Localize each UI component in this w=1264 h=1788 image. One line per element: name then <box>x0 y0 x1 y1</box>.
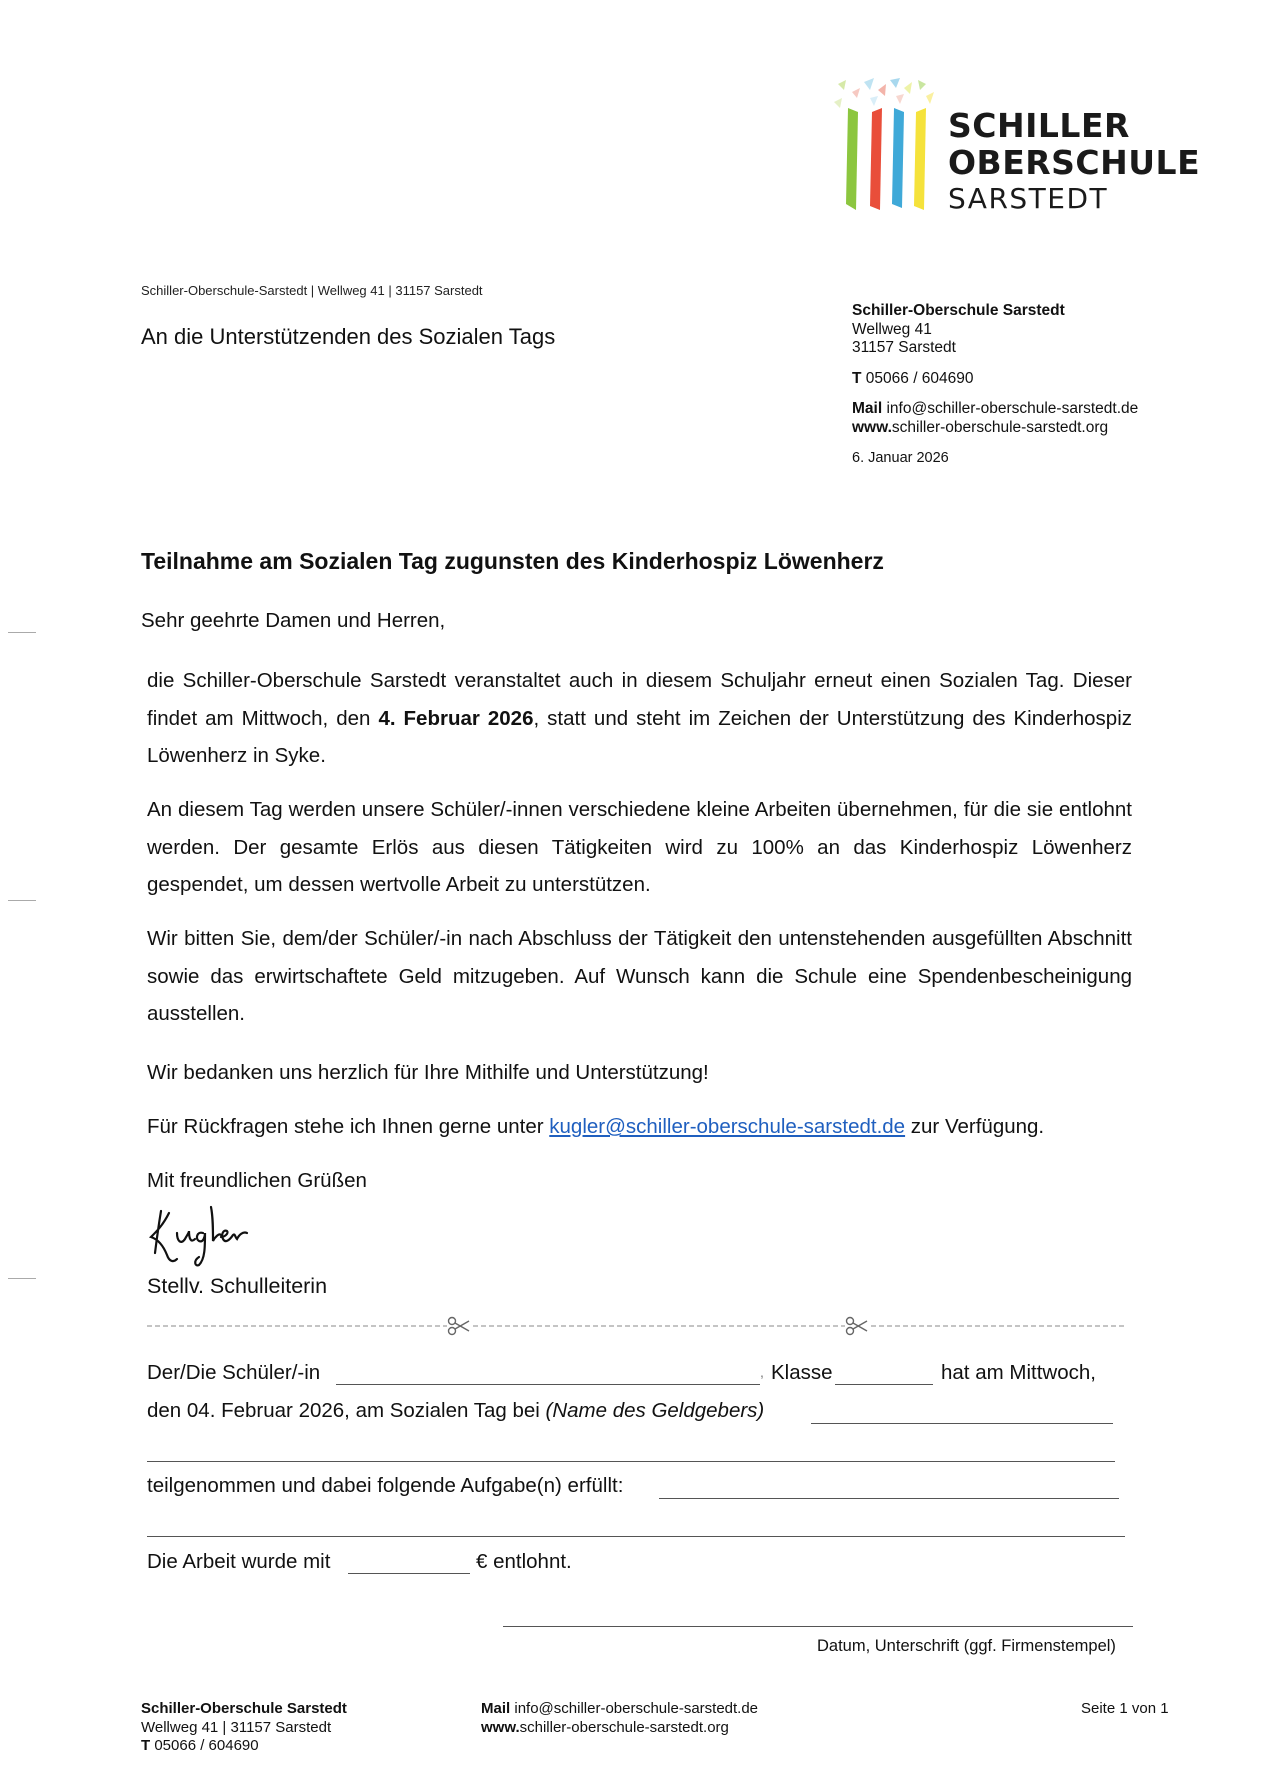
paragraph-4: Wir bedanken uns herzlich für Ihre Mithilfe und Unterstützung! <box>147 1061 709 1084</box>
info-phone <box>852 370 1182 389</box>
paragraph-3: Wir bitten Sie, dem/der Schüler/-in nach Abschluss der Tätigkeit den untenstehenden ausgefüllten Abschnitt sowie das erwirtschaftete Geld mitzugeben. Auf Wunsch kann die Schule eine Spendenbescheinigung ausstellen. <box>147 927 1132 1025</box>
form-payment-label: Die Arbeit wurde mit <box>147 1550 331 1573</box>
handwritten-signature <box>147 1203 267 1269</box>
form-student-label: Der/Die Schüler/-in <box>147 1361 321 1384</box>
phone-number: 05066 / 604690 <box>865 369 974 387</box>
paragraph-5-text-a: Für Rückfragen stehe ich Ihnen gerne unter <box>147 1115 550 1138</box>
footer-school <box>141 1700 347 1756</box>
donor-name-field[interactable] <box>811 1423 1113 1424</box>
paragraph-1-text-b: , statt und steht im Zeichen der Unterstützung des Kinderhospiz Löwenherz in Syke. <box>147 706 1133 767</box>
donor-name-field-line-2[interactable] <box>147 1461 1115 1462</box>
event-date: 4. Februar 2026 <box>378 706 534 730</box>
form-row-2-text: den 04. Februar 2026, am Sozialen Tag bei <box>147 1399 546 1422</box>
footer-phone: 05066 / 604690 <box>154 1737 259 1754</box>
info-school-name: Schiller-Oberschule Sarstedt <box>852 302 1065 319</box>
paragraph-5-text-b: zur Verfügung. <box>905 1115 1045 1138</box>
recipient: An die Unterstützenden des Sozialen Tags <box>141 324 556 349</box>
form-class-label: Klasse <box>771 1361 833 1384</box>
info-street: Wellweg 41 <box>852 320 932 338</box>
footer-phone-label: T <box>141 1737 151 1754</box>
closing: Mit freundlichen Grüßen <box>147 1169 367 1192</box>
footer-web-prefix: www. <box>481 1718 520 1736</box>
logo-line-3: SARSTEDT <box>948 182 1109 215</box>
fold-mark <box>8 632 36 633</box>
student-name-field[interactable] <box>336 1384 760 1385</box>
form-task-label: teilgenommen und dabei folgende Aufgabe(n) erfüllt: <box>147 1474 624 1497</box>
task-field-line-2[interactable] <box>147 1536 1125 1537</box>
form-date-text: hat am Mittwoch, <box>941 1361 1096 1384</box>
contact-email-link[interactable]: kugler@schiller-oberschule-sarstedt.de <box>549 1115 906 1138</box>
footer-contact <box>481 1700 758 1737</box>
footer-school-name: Schiller-Oberschule Sarstedt <box>141 1700 347 1717</box>
footer-mail-label: Mail <box>481 1700 511 1717</box>
sender-info-block <box>852 302 1182 468</box>
sender-return-address: Schiller-Oberschule-Sarstedt | Wellweg 41 | 31157 Sarstedt <box>141 283 483 298</box>
fold-mark <box>8 1278 36 1279</box>
footer-mail: info@schiller-oberschule-sarstedt.de <box>514 1700 759 1717</box>
logo-line-2: OBERSCHULE <box>948 143 1201 182</box>
scissors-icon <box>449 1318 470 1335</box>
web-prefix: www. <box>852 418 892 436</box>
form-payment-suffix: € entlohnt. <box>476 1550 572 1573</box>
paragraph-1-text-a: die Schiller-Oberschule Sarstedt veranstaltet auch in diesem Schuljahr erneut einen Sozialen Tag. Dieser findet am Mittwoch, den <box>147 669 1132 730</box>
letter-date: 6. Januar 2026 <box>852 450 949 466</box>
form-row-2 <box>147 1399 764 1423</box>
footer-web: schiller-oberschule-sarstedt.org <box>519 1718 729 1736</box>
info-web <box>852 419 1182 438</box>
paragraph-5 <box>147 1108 1132 1146</box>
web-address: schiller-oberschule-sarstedt.org <box>891 418 1109 436</box>
mail-label: Mail <box>852 400 883 417</box>
fold-mark <box>8 900 36 901</box>
paragraph-1 <box>147 662 1132 775</box>
logo-mark-icon <box>830 78 940 218</box>
payment-amount-field[interactable] <box>348 1573 470 1574</box>
phone-label: T <box>852 369 862 387</box>
class-field[interactable] <box>835 1384 933 1385</box>
info-mail <box>852 400 1182 419</box>
letter-subject: Teilnahme am Sozialen Tag zugunsten des Kinderhospiz Löwenherz <box>141 548 884 574</box>
signer-title: Stellv. Schulleiterin <box>147 1274 328 1298</box>
signature-caption: Datum, Unterschrift (ggf. Firmenstempel) <box>817 1637 1116 1655</box>
scissors-icon <box>847 1318 868 1335</box>
task-field[interactable] <box>659 1498 1119 1499</box>
cut-line <box>147 1316 1127 1336</box>
info-city: 31157 Sarstedt <box>852 339 956 356</box>
paragraph-2: An diesem Tag werden unsere Schüler/-innen verschiedene kleine Arbeiten übernehmen, für die sie entlohnt werden. Der gesamte Erlös aus diesen Tätigkeiten wird zu 100% an das Kinderhospiz Löwenherz gespendet, um dessen wertvolle Arbeit zu unterstützen. <box>147 798 1132 896</box>
footer-address: Wellweg 41 | 31157 Sarstedt <box>141 1718 332 1736</box>
logo-line-1: SCHILLER <box>948 106 1130 145</box>
school-logo <box>830 78 1201 218</box>
page-number: Seite 1 von 1 <box>1081 1700 1169 1717</box>
salutation: Sehr geehrte Damen und Herren, <box>141 609 446 632</box>
signature-field[interactable] <box>503 1626 1133 1627</box>
mail-address: info@schiller-oberschule-sarstedt.de <box>886 400 1139 417</box>
donor-name-label: (Name des Geldgebers) <box>545 1399 765 1422</box>
form-comma: , <box>760 1364 764 1380</box>
